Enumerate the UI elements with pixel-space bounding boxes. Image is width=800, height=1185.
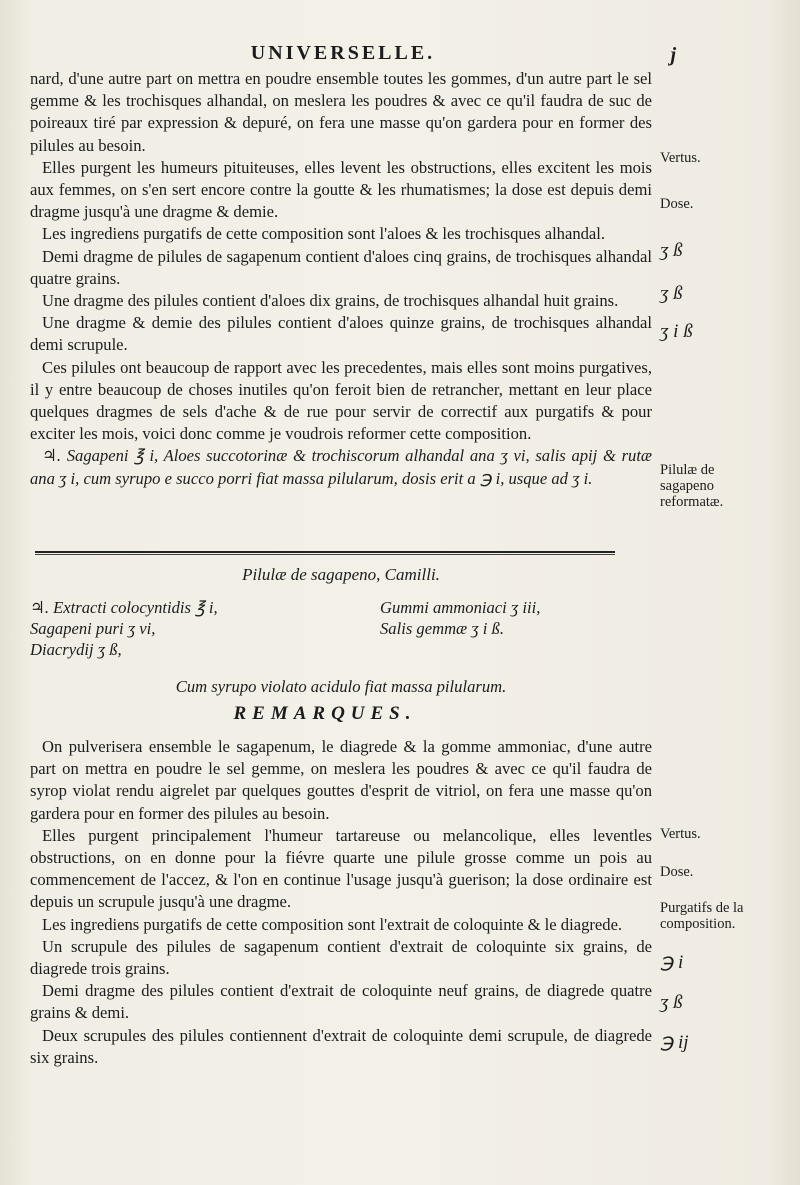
page-header	[0, 42, 800, 70]
remarques-heading: REMARQUES.	[233, 703, 417, 724]
margin-note-pilulae: Pilulæ de sagapeno reformatæ.	[660, 462, 724, 510]
margin-dose-sign: ℈ i	[660, 952, 684, 973]
text-block-bottom	[30, 736, 652, 1069]
recipe-item: Gummi ammoniaci ʒ iii,	[380, 598, 541, 617]
paragraph: Les ingrediens purgatifs de cette composition sont l'aloes & les trochisques alhandal.	[42, 224, 606, 244]
margin-dose-sign: ʒ ß	[660, 992, 683, 1013]
page-number: j	[670, 44, 676, 66]
paragraph: Elles purgent principalement l'humeur tartareuse ou melancolique, elles leventles obstructions, on en donne pour la fiévre quarte une pilule grosse comme un pois au commencement de l'accez, & l'on en continue l'usage jusqu'à guerison; la dose ordinaire est depuis un scrupule jusqu'à une dragme.	[30, 825, 652, 912]
formula-paragraph: ♃. Sagapeni ℥ i, Aloes succotorinæ & trochiscorum alhandal ana ʒ vi, salis apij & rutæ ana ʒ i, cum syrupo e succo porri fiat massa pilularum, dosis erit a ℈ i, usque ad ʒ i.	[30, 446, 652, 488]
recipe-left-column	[30, 597, 218, 660]
divider-rule	[35, 551, 615, 553]
paragraph: Deux scrupules des pilules contiennent d'extrait de coloquinte demi scrupule, de diagrede six grains.	[30, 1025, 652, 1067]
recipe-right-column	[380, 597, 540, 639]
recipe-footer: Cum syrupo violato acidulo fiat massa pilularum.	[175, 677, 507, 696]
paragraph: Les ingrediens purgatifs de cette composition sont l'extrait de coloquinte & le diagrede.	[42, 914, 623, 934]
paragraph: Elles purgent les humeurs pituiteuses, elles levent les obstructions, elles excitent les mois aux femmes, on s'en sert encore contre la goutte & les rhumatismes; la dose est depuis demi dragme jusqu'à une dragme & demie.	[30, 157, 652, 222]
paragraph: Demi dragme de pilules de sagapenum contient d'aloes cinq grains, de trochisques alhandal quatre grains.	[30, 246, 652, 288]
margin-note-vertus: Vertus.	[660, 826, 701, 842]
margin-dose-sign: ℈ ij	[660, 1032, 689, 1053]
recipe-item: Sagapeni puri ʒ vi,	[30, 619, 156, 638]
recipe-ingredients	[30, 597, 652, 667]
recipe-item: Salis gemmæ ʒ i ß.	[380, 619, 504, 638]
recipe-item: ♃. Extracti colocyntidis ℥ i,	[30, 598, 218, 617]
paragraph: On pulverisera ensemble le sagapenum, le diagrede & la gomme ammoniac, d'une autre part on mettra en poudre le sel gemme, on meslera les poudres & avec ce qu'il faudra de syrop violat rendu aigrelet par quelques gouttes d'esprit de vitriol, on fera une masse qu'on gardera pour en former des pilules au besoin.	[30, 737, 652, 823]
margin-note-dose: Dose.	[660, 864, 694, 880]
paragraph: nard, d'une autre part on mettra en poudre ensemble toutes les gommes, d'un autre part le sel gemme & les trochisques alhandal, on meslera les poudres & avec ce qu'il faudra de suc de poireaux tiré par expression & depuré, on fera une masse qu'on gardera pour en former des pilules au besoin.	[30, 69, 652, 155]
recipe-item: Diacrydij ʒ ß,	[30, 640, 122, 659]
running-title: UNIVERSELLE.	[250, 42, 436, 64]
paragraph: Une dragme des pilules contient d'aloes dix grains, de trochisques alhandal huit grains.	[42, 291, 619, 311]
recipe-block	[30, 565, 652, 697]
text-block-top	[30, 68, 652, 490]
margin-dose-sign: ʒ ß	[660, 283, 683, 304]
paragraph: Un scrupule des pilules de sagapenum contient d'extrait de coloquinte six grains, de diagrede trois grains.	[30, 936, 652, 979]
margin-dose-sign: ʒ ß	[660, 240, 683, 261]
paragraph: Ces pilules ont beaucoup de rapport avec les precedentes, mais elles sont moins purgatives, il y entre beaucoup de choses inutiles qu'on feroit bien de retrancher, mettant en leur place quelques dragmes de sels d'ache & de rue pour servir de correctif aux purgatifs & pour exciter les mois, voici donc comme je voudrois reformer cette composition.	[30, 357, 652, 444]
margin-note-dose: Dose.	[660, 196, 694, 212]
margin-note-vertus: Vertus.	[660, 150, 701, 166]
margin-note-purgatifs: Purgatifs de la composition.	[660, 900, 744, 932]
paragraph: Une dragme & demie des pilules contient d'aloes quinze grains, de trochisques alhandal demi scrupule.	[30, 313, 652, 355]
paragraph: Demi dragme des pilules contient d'extrait de coloquinte neuf grains, de diagrede quatre grains & demi.	[30, 981, 652, 1023]
margin-dose-sign: ʒ i ß	[660, 321, 693, 342]
recipe-title: Pilulæ de sagapeno, Camilli.	[242, 565, 440, 584]
